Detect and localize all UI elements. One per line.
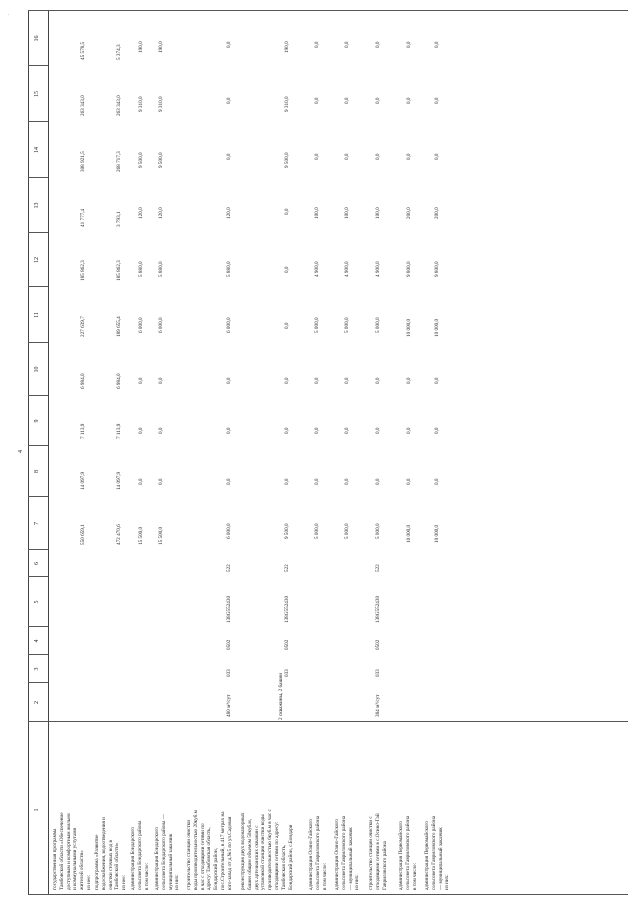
cell-value: 0,0 — [406, 41, 412, 48]
cell-value: 0,0 — [226, 427, 232, 434]
cell-value: 190,0 — [158, 41, 164, 53]
cell-value: 0,0 — [344, 97, 350, 104]
row-description: администрация Бондарского сельсовета Бондарского района в том числе: — [130, 820, 150, 890]
cell-capacity: 480 м³/сут — [226, 694, 232, 717]
cell-value: 0,0 — [344, 377, 350, 384]
cell-value: 0,0 — [375, 377, 381, 384]
cell-value: 185 862,3 — [116, 260, 122, 281]
cell-value: 0,0 — [138, 377, 144, 384]
cell-value: 100,0 — [314, 207, 320, 219]
cell-code: 138G552430 — [226, 595, 232, 623]
cell-value: 550 659,1 — [80, 524, 86, 545]
cell-value: 5 000,0 — [375, 523, 381, 539]
cell-value: 5 000,0 — [344, 523, 350, 539]
cell-value: 6 984,0 — [80, 373, 86, 389]
cell-code: 033 — [226, 669, 232, 677]
cell-value: 7 113,9 — [80, 423, 86, 439]
cell-value: 0,0 — [284, 208, 290, 215]
cell-value: 0,0 — [314, 478, 320, 485]
cell-value: 0,0 — [406, 377, 412, 384]
budget-table — [28, 10, 628, 895]
cell-value: 120,0 — [158, 207, 164, 219]
cell-code: 138G552430 — [284, 595, 290, 623]
header-bottom-border — [48, 10, 49, 895]
cell-value: 120,0 — [138, 207, 144, 219]
column-header: 3 — [34, 667, 40, 671]
cell-value: 14 097,9 — [80, 471, 86, 490]
column-header: 16 — [34, 35, 40, 42]
cell-value: 9 800,0 — [406, 261, 412, 277]
row-description: строительство станции очистки с отходящими сетями в с.Осино-Гай Гавриловского района — [368, 813, 388, 890]
column-header: 8 — [34, 470, 40, 473]
cell-value: 9 500,0 — [284, 523, 290, 539]
cell-value: 308 921,5 — [80, 151, 86, 172]
column-header: 14 — [34, 147, 40, 153]
cell-code: 0502 — [375, 639, 381, 650]
row-description: администрация Первомайского сельсовета Гавриловского района — муниципальный заказчик из них: — [424, 815, 451, 890]
cell-code: 0502 — [284, 639, 290, 650]
cell-value: 10 000,0 — [406, 318, 412, 337]
cell-value: 100,0 — [344, 207, 350, 219]
cell-value: 189 655,4 — [116, 316, 122, 337]
cell-value: 0,0 — [226, 478, 232, 485]
cell-value: 185 862,3 — [80, 260, 86, 281]
column-divider — [28, 894, 628, 895]
cell-value: 120,0 — [226, 207, 232, 219]
cell-value: 45 578,5 — [80, 41, 86, 60]
cell-value: 472 470,6 — [116, 524, 122, 545]
cell-code: 138G552430 — [375, 595, 381, 623]
cell-value: 268 717,3 — [116, 151, 122, 172]
cell-value: 0,0 — [158, 377, 164, 384]
cell-value: 0,0 — [138, 478, 144, 485]
column-header: 5 — [34, 600, 40, 604]
cell-value: 6 000,0 — [226, 523, 232, 539]
cell-value: 0,0 — [158, 478, 164, 485]
cell-value: 0,0 — [344, 41, 350, 48]
cell-value: 5 000,0 — [314, 317, 320, 333]
cell-value: 9 500,0 — [284, 152, 290, 168]
column-header: 4 — [34, 639, 40, 643]
cell-value: 0,0 — [375, 153, 381, 160]
cell-value: 0,0 — [314, 153, 320, 160]
cell-capacity: 2 скважины, 2 башни — [278, 673, 284, 720]
column-divider — [28, 721, 628, 722]
cell-value: 0,0 — [314, 97, 320, 104]
cell-value: 3 793,1 — [116, 211, 122, 227]
cell-value: 4 900,0 — [344, 261, 350, 277]
row-description: подпрограмма «Развитие водоснабжения, водоотведения и очистки сточных вод в Тамбовской области» из нее: — [94, 817, 128, 890]
cell-value: 0,0 — [226, 377, 232, 384]
cell-value: 10 000,0 — [434, 318, 440, 337]
cell-value: 0,0 — [375, 97, 381, 104]
column-header: 12 — [34, 257, 40, 263]
cell-value: 15 500,0 — [138, 526, 144, 545]
cell-value: 5 880,0 — [158, 261, 164, 277]
cell-value: 0,0 — [434, 377, 440, 384]
cell-value: 0,0 — [406, 97, 412, 104]
cell-value: 0,0 — [226, 153, 232, 160]
cell-value: 263 343,0 — [116, 95, 122, 116]
cell-value: 14 097,9 — [116, 471, 122, 490]
cell-code: 522 — [226, 564, 232, 572]
cell-value: 0,0 — [434, 427, 440, 434]
cell-value: 200,0 — [406, 207, 412, 219]
column-header: 11 — [34, 312, 40, 318]
cell-value: 5 374,3 — [116, 44, 122, 60]
cell-value: 10 000,0 — [434, 524, 440, 543]
cell-value: 0,0 — [375, 427, 381, 434]
cell-value: 0,0 — [406, 153, 412, 160]
cell-value: 190,0 — [138, 41, 144, 53]
cell-value: 0,0 — [284, 377, 290, 384]
cell-value: 6 000,0 — [226, 317, 232, 333]
cell-code: 033 — [375, 669, 381, 677]
cell-value: 0,0 — [406, 478, 412, 485]
row-description: администрация Осино-Гайского сельсовета Гавриловского района в том числе: — [308, 815, 328, 890]
column-header: 10 — [34, 366, 40, 373]
cell-value: 0,0 — [406, 427, 412, 434]
column-header: 9 — [34, 419, 40, 423]
corner-mark: . — [6, 13, 11, 15]
cell-value: 0,0 — [434, 153, 440, 160]
row-description: государственная программа Тамбовской области «Обеспечение доступным и комфортным жильем и коммунальными услугами жителей области» из нее: — [52, 812, 92, 890]
page-number: 4 — [18, 450, 24, 453]
cell-value: 41 777,4 — [80, 208, 86, 227]
cell-value: 0,0 — [284, 478, 290, 485]
column-header: 7 — [34, 522, 40, 525]
cell-value: 0,0 — [434, 41, 440, 48]
cell-value: 5 000,0 — [375, 317, 381, 333]
cell-value: 5 000,0 — [344, 317, 350, 333]
cell-value: 0,0 — [344, 427, 350, 434]
column-header: 15 — [34, 91, 40, 97]
cell-value: 5 000,0 — [314, 523, 320, 539]
cell-value: 0,0 — [375, 478, 381, 485]
cell-value: 10 000,0 — [406, 524, 412, 543]
cell-value: 0,0 — [158, 427, 164, 434]
cell-value: 0,0 — [434, 97, 440, 104]
cell-value: 4 900,0 — [375, 261, 381, 277]
cell-value: 0,0 — [314, 427, 320, 434]
cell-code: 522 — [375, 564, 381, 572]
cell-value: 7 113,9 — [116, 423, 122, 439]
cell-value: 0,0 — [226, 41, 232, 48]
cell-code: 033 — [284, 669, 290, 677]
row-description: администрация Первомайского сельсовета Гавриловского района в том числе: — [398, 815, 418, 890]
cell-value: 0,0 — [284, 266, 290, 273]
cell-value: 0,0 — [138, 427, 144, 434]
cell-value: 190,0 — [284, 41, 290, 53]
column-header: 6 — [34, 562, 40, 565]
cell-code: 0502 — [226, 639, 232, 650]
cell-value: 4 900,0 — [314, 261, 320, 277]
cell-value: 0,0 — [434, 478, 440, 485]
cell-value: 0,0 — [375, 41, 381, 48]
cell-value: 5 880,0 — [226, 261, 232, 277]
cell-value: 0,0 — [344, 153, 350, 160]
column-header: 13 — [34, 202, 40, 209]
cell-value: 9 310,0 — [158, 96, 164, 112]
cell-value: 0,0 — [284, 427, 290, 434]
cell-value: 6 984,0 — [116, 373, 122, 389]
row-description: администрация Бондарского сельсовета Бондарского района — муниципальный заказчик из них: — [154, 814, 181, 890]
row-description: реконструкция двух водонапорных башен общим объемом 50куб.м, двух артезианских скважин с установкой станции очистки воды производительностью 6куб.м в час с отходящими сетями по адресу: Тамбовская область, Бондарский район, с.Бондари — [240, 809, 294, 890]
column-divider — [28, 10, 628, 11]
table-top-border — [28, 10, 29, 895]
cell-value: 15 500,0 — [158, 526, 164, 545]
row-description: администрация Осино-Гайского сельсовета Гавриловского района — муниципальный заказчик из них: — [334, 815, 361, 890]
cell-value: 0,0 — [344, 478, 350, 485]
cell-capacity: 384 м³/сут — [375, 694, 381, 717]
cell-value: 9 500,0 — [138, 152, 144, 168]
cell-value: 227 639,7 — [80, 316, 86, 337]
cell-value: 0,0 — [226, 97, 232, 104]
cell-value: 0,0 — [314, 377, 320, 384]
cell-value: 0,0 — [284, 322, 290, 329]
row-description: строительство станции очистки воды производительностью 20куб.м в час с отходящими сетями по адресу: Тамбовская область, Бондарский район, пос.Строительный, в 417 метрах на юго-запад от д.№5 по ул.Садовая — [186, 810, 233, 890]
cell-code: 522 — [284, 564, 290, 572]
cell-value: 200,0 — [434, 207, 440, 219]
cell-value: 6 000,0 — [158, 317, 164, 333]
cell-value: 9 310,0 — [138, 96, 144, 112]
cell-value: 0,0 — [314, 41, 320, 48]
cell-value: 6 000,0 — [138, 317, 144, 333]
column-header: 1 — [34, 808, 40, 812]
cell-value: 9 800,0 — [434, 261, 440, 277]
column-header: 2 — [34, 701, 40, 704]
cell-value: 9 310,0 — [284, 96, 290, 112]
cell-value: 100,0 — [375, 207, 381, 219]
cell-value: 5 880,0 — [138, 261, 144, 277]
cell-value: 263 343,0 — [80, 95, 86, 116]
cell-value: 9 500,0 — [158, 152, 164, 168]
